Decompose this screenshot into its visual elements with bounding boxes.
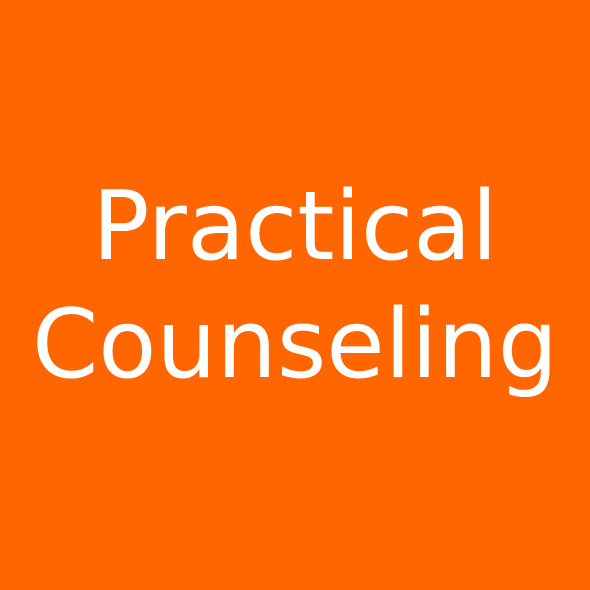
title-line-2: Counseling <box>31 290 559 400</box>
title-line-1: Practical <box>92 172 498 282</box>
